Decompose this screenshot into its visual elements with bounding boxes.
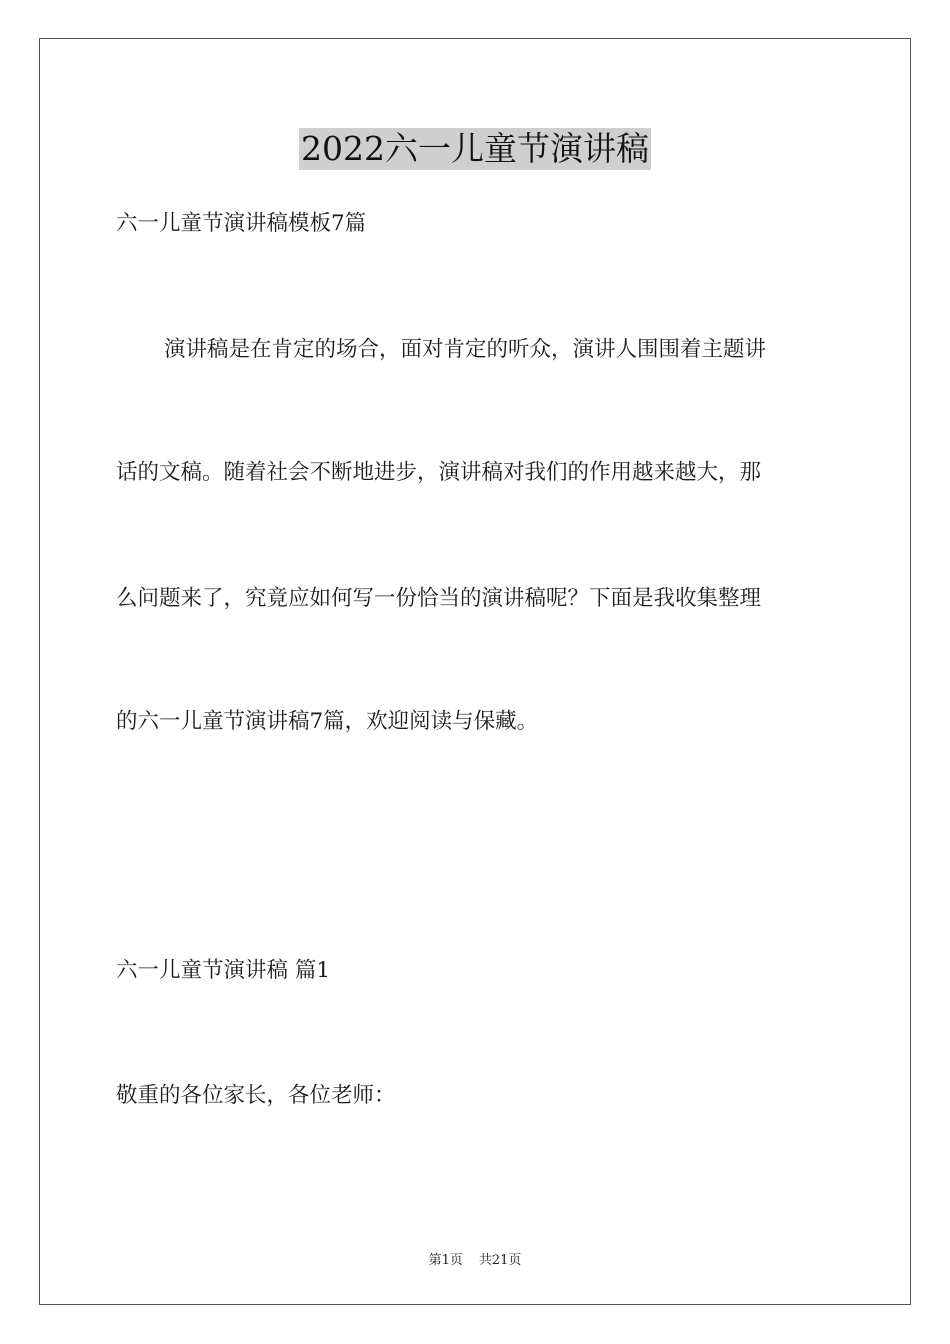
page-number: 第1页 bbox=[428, 1253, 463, 1268]
document-title: 2022六一儿童节演讲稿 bbox=[301, 129, 649, 168]
section-heading: 六一儿童节演讲稿 篇1 bbox=[116, 958, 331, 983]
page-total: 共21页 bbox=[478, 1253, 522, 1268]
intro-line-3: 么问题来了，究竟应如何写一份恰当的演讲稿呢？下面是我收集整理 bbox=[116, 586, 762, 611]
title-container bbox=[0, 128, 950, 170]
document-subtitle: 六一儿童节演讲稿模板7篇 bbox=[116, 211, 367, 236]
greeting: 敬重的各位家长，各位老师： bbox=[116, 1083, 396, 1108]
intro-line-1: 演讲稿是在肯定的场合，面对肯定的听众，演讲人围围着主题讲 bbox=[164, 337, 767, 362]
page-footer bbox=[0, 1249, 950, 1268]
intro-line-2: 话的文稿。随着社会不断地进步，演讲稿对我们的作用越来越大，那 bbox=[116, 460, 762, 485]
intro-line-4: 的六一儿童节演讲稿7篇，欢迎阅读与保藏。 bbox=[116, 709, 539, 734]
